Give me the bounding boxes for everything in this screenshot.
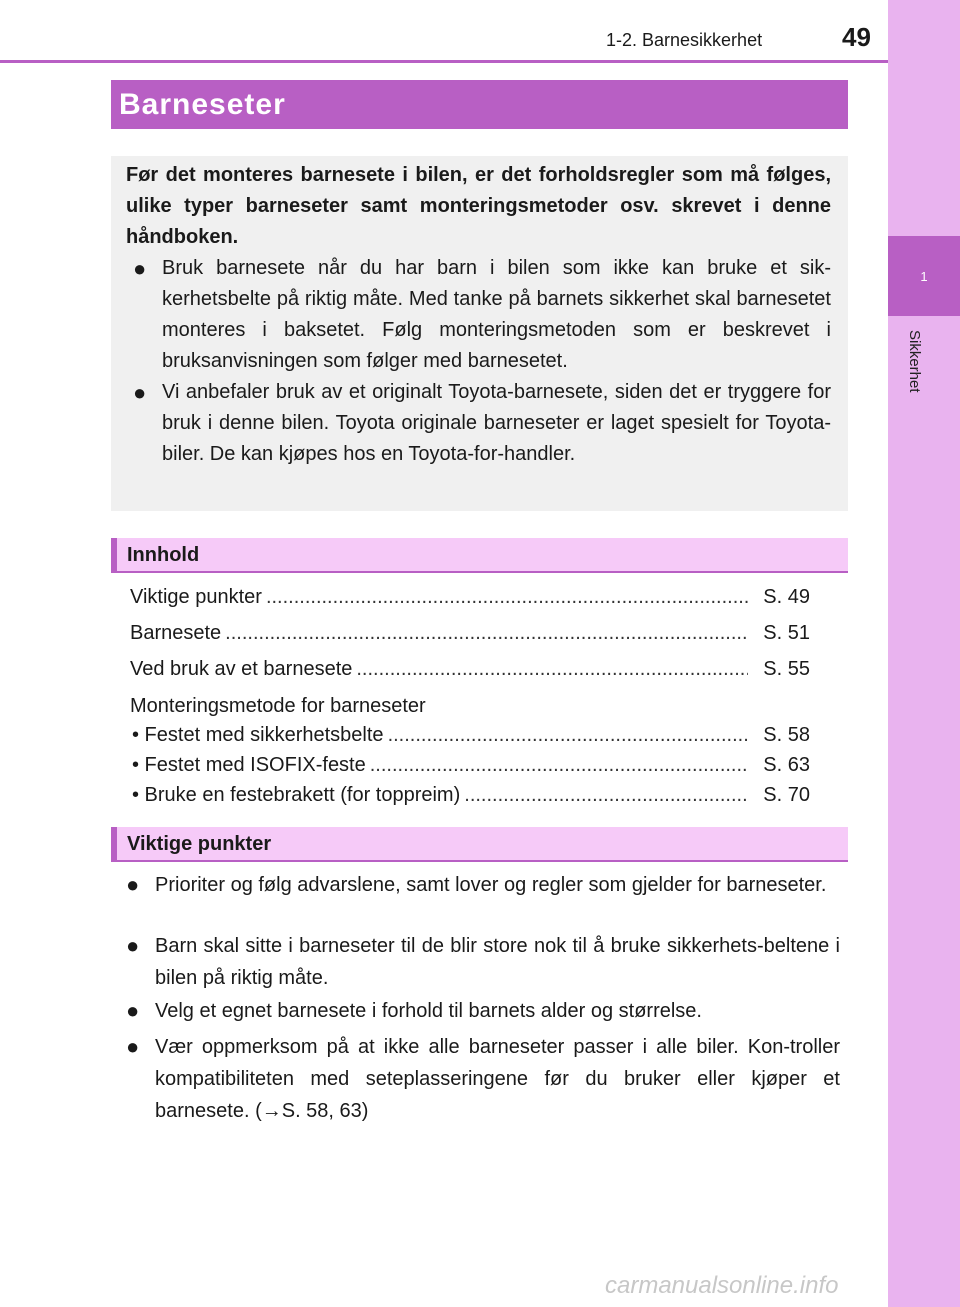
toc-entry-label: • Bruke en festebrakett (for toppreim): [132, 784, 461, 806]
intro-lead: Før det monteres barnesete i bilen, er det forholdsregler som må følges, ulike typer barneseter samt monteringsmetoder osv. skrevet i denne håndboken.: [126, 164, 831, 248]
toc-leader: [356, 657, 748, 681]
bullet-dot-icon: ●: [126, 1034, 140, 1059]
intro-bullet-text: Vi anbefaler bruk av et originalt Toyota-barnesete, siden det er tryggere for bruk i denne bilen. Toyota originale barneseter er laget spesielt for Toyota-biler. De kan kjøpes hos en Toyota-for-handler.: [162, 381, 831, 465]
toc-leader: [225, 621, 748, 645]
toc-entry-label: Barnesete: [130, 622, 222, 644]
toc-entry-label: • Festet med sikkerhetsbelte: [132, 724, 384, 746]
toc-entry[interactable]: [130, 621, 810, 645]
key-point: [126, 869, 840, 901]
intro-bullet: [133, 253, 831, 377]
watermark: carmanualsonline.info: [605, 1272, 839, 1299]
toc-sub-entry[interactable]: [132, 723, 810, 747]
toc-entry[interactable]: [130, 657, 810, 681]
page-title: Barneseter: [111, 80, 848, 129]
key-point-text: Vær oppmerksom på at ikke alle barneseter passer i alle biler. Kon-troller kompatibiliteten med seteplasseringene før du bruker eller kjøper et barnesete. (→S. 58, 63): [155, 1036, 840, 1122]
bullet-dot-icon: ●: [133, 380, 147, 405]
bullet-dot-icon: ●: [133, 256, 147, 281]
key-point-text: Velg et egnet barnesete i forhold til barnets alder og størrelse.: [155, 1000, 702, 1022]
toc-entry-page: S. 63: [763, 754, 810, 776]
toc-leader: [266, 585, 748, 609]
bullet-dot-icon: ●: [126, 872, 140, 897]
breadcrumb: 1-2. Barnesikkerhet: [606, 30, 763, 50]
toc-leader: [370, 753, 748, 777]
intro-bullet: [133, 377, 831, 470]
header-divider: [0, 60, 888, 63]
key-point: [126, 995, 840, 1027]
key-point-text: Barn skal sitte i barneseter til de blir store nok til å bruke sikkerhets-beltene i bilen på riktig måte.: [155, 935, 840, 989]
toc-entry-label: Ved bruk av et barnesete: [130, 658, 353, 680]
bullet-dot-icon: ●: [126, 998, 140, 1023]
toc-entry[interactable]: [130, 585, 810, 609]
key-point-text: Prioriter og følg advarslene, samt lover og regler som gjelder for barneseter.: [155, 874, 827, 896]
section-label: Sikkerhet: [906, 330, 923, 393]
toc-leader: [464, 783, 748, 807]
chapter-sidebar: [888, 0, 960, 1307]
toc-sub-entry[interactable]: [132, 753, 810, 777]
toc-entry-page: S. 58: [763, 724, 810, 746]
key-point: [126, 1031, 840, 1127]
contents-heading: Innhold: [111, 538, 848, 573]
intro-bullet-text: Bruk barnesete når du har barn i bilen som ikke kan bruke et sik-kerhetsbelte på riktig måte. Med tanke på barnets sikkerhet skal barnesetet monteres i baksetet. Følg monteringsmetoden som er beskrevet i bruksanvisningen som følger med barnesetet.: [162, 257, 831, 372]
toc-entry-page: S. 51: [763, 622, 810, 644]
chapter-number-tab[interactable]: 1: [888, 236, 960, 316]
toc-entry-page: S. 70: [763, 784, 810, 806]
toc-entry-page: S. 49: [763, 586, 810, 608]
toc-sub-entry[interactable]: [132, 783, 810, 807]
page-number: 49: [842, 22, 871, 52]
toc-entry-label: Viktige punkter: [130, 586, 262, 608]
key-points-heading: Viktige punkter: [111, 827, 848, 862]
toc-entry-label: • Festet med ISOFIX-feste: [132, 754, 366, 776]
toc-entry-page: S. 55: [763, 658, 810, 680]
toc-group-label: Monteringsmetode for barneseter: [130, 695, 426, 717]
toc-leader: [388, 723, 748, 747]
key-point: [126, 930, 840, 994]
bullet-dot-icon: ●: [126, 933, 140, 958]
